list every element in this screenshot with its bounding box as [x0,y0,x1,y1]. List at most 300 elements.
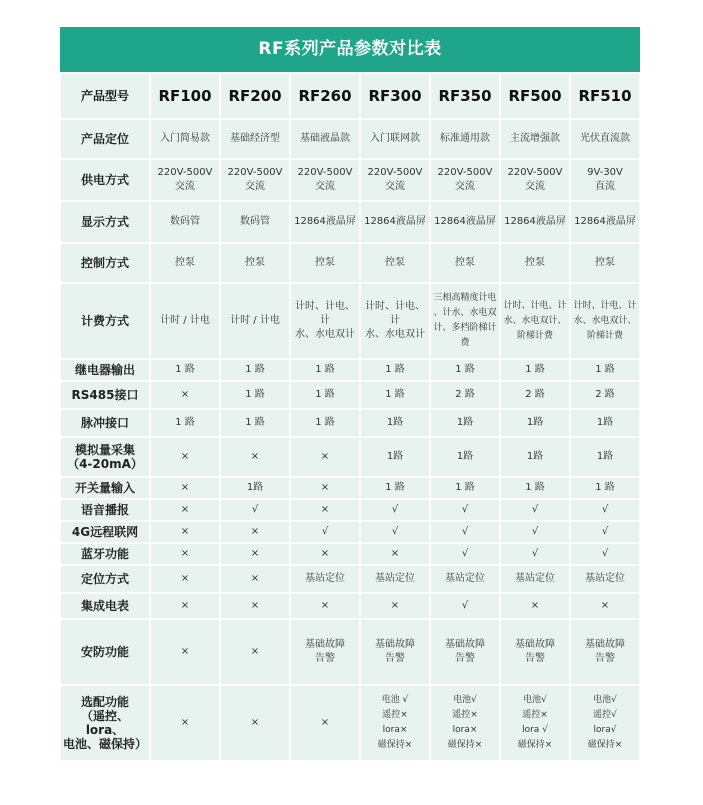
table-cell [361,284,429,358]
cell-value: × [250,451,260,462]
table-cell [571,478,639,498]
table-cell [431,120,499,158]
cell-value: 12864液晶屏 [364,216,426,227]
model-header: RF200 [221,74,289,118]
model-header: RF510 [571,74,639,118]
table-cell [151,544,219,564]
table-cell [291,438,359,476]
cell-value: × [180,600,190,611]
cell-value: 220V-500V 交流 [507,167,563,192]
cell-value: 基础液晶款 [300,133,350,144]
cell-value: × [390,548,400,559]
row-label-text: 开关量输入 [74,481,135,495]
cell-value: 控泵 [455,257,475,268]
cell-value: 电池 √ 遥控× lora× 磁保持× [377,695,413,750]
cell-value: 基站定位 [305,573,345,584]
header-row [61,74,639,118]
cell-value: 12864液晶屏 [574,216,636,227]
table-cell [221,160,289,200]
cell-value: 1 路 [175,417,195,428]
table-row [61,360,639,380]
cell-value: 基础故障 告警 [445,639,485,664]
table-cell [221,500,289,520]
cell-value: 12864液晶屏 [434,216,496,227]
table-row [61,500,639,520]
cell-value: √ [531,526,539,537]
table-cell [151,120,219,158]
model-header: RF260 [291,74,359,118]
header-label: 产品型号 [61,74,149,118]
model-header: RF100 [151,74,219,118]
cell-value: 计时、计电、计 水、水电双计 [365,301,425,340]
cell-value: 控泵 [175,257,195,268]
table-cell [361,410,429,436]
cell-value: 1路 [246,482,264,493]
table-cell [221,620,289,684]
cell-value: 计时 / 计电 [160,315,210,326]
cell-value: √ [391,526,399,537]
cell-value: √ [601,548,609,559]
cell-value: 计时、计电、计 水、水电双计 [295,301,355,340]
row-label [61,500,149,520]
row-label-text: 语音播报 [80,503,129,517]
row-label [61,522,149,542]
table-cell [431,500,499,520]
table-cell [431,438,499,476]
row-label-text: 计费方式 [80,314,129,328]
cell-value: 标准通用款 [440,133,490,144]
table-cell [501,522,569,542]
cell-value: × [390,600,400,611]
row-label-text: 4G远程联网 [71,525,139,539]
table-cell [221,284,289,358]
table-cell [501,410,569,436]
table-cell [151,360,219,380]
table-cell [501,382,569,408]
cell-value: 1路 [596,451,614,462]
cell-value: × [180,389,190,400]
cell-value: 入门简易款 [160,133,210,144]
cell-value: 12864液晶屏 [504,216,566,227]
row-label-text: 集成电表 [80,599,129,613]
table-cell [291,382,359,408]
table-cell [361,202,429,242]
cell-value: 1 路 [385,482,405,493]
cell-value: × [180,646,190,657]
table-row [61,410,639,436]
cell-value: 1路 [526,451,544,462]
row-label [61,160,149,200]
table-cell [571,202,639,242]
table-row [61,438,639,476]
table-cell [221,202,289,242]
table-cell [151,478,219,498]
table-cell [571,360,639,380]
table-cell [431,566,499,592]
cell-value: 1 路 [525,482,545,493]
table-cell [361,438,429,476]
table-cell [151,284,219,358]
row-label [61,382,149,408]
cell-value: 基站定位 [515,573,555,584]
table-cell [221,120,289,158]
cell-value: 基础故障 告警 [305,639,345,664]
table-cell [151,382,219,408]
cell-value: 基础故障 告警 [515,639,555,664]
table-title: RF系列产品参数对比表 [60,27,640,72]
cell-value: 1 路 [315,364,335,375]
table-row [61,202,639,242]
row-label-text: RS485接口 [71,388,139,402]
table-cell [151,566,219,592]
cell-value: √ [461,600,469,611]
cell-value: 1 路 [525,364,545,375]
cell-value: 三相高精度计电 、计水、水电双 计、多档阶梯计 费 [433,293,497,348]
cell-value: √ [461,504,469,515]
row-label-text: 控制方式 [80,256,129,270]
table-cell [221,410,289,436]
row-label-text: 显示方式 [80,215,129,229]
cell-value: 1 路 [455,482,475,493]
table-cell [571,620,639,684]
cell-value: 1 路 [385,389,405,400]
comparison-sheet [60,27,640,762]
table-cell [431,382,499,408]
row-label [61,686,149,760]
table-cell [361,544,429,564]
table-cell [291,478,359,498]
cell-value: √ [531,504,539,515]
cell-value: 基础经济型 [230,133,280,144]
cell-value: 1 路 [245,389,265,400]
table-row [61,382,639,408]
table-cell [571,522,639,542]
table-row [61,120,639,158]
table-cell [291,120,359,158]
row-label [61,202,149,242]
table-cell [221,566,289,592]
table-cell [361,478,429,498]
row-label [61,544,149,564]
cell-value: 光伏直流款 [580,133,630,144]
table-cell [501,478,569,498]
table-cell [431,202,499,242]
table-cell [151,594,219,618]
table-cell [291,202,359,242]
cell-value: √ [461,526,469,537]
cell-value: 1路 [526,417,544,428]
table-cell [571,160,639,200]
cell-value: 电池√ 遥控× lora √ 磁保持× [517,695,553,750]
cell-value: 基站定位 [445,573,485,584]
table-cell [361,620,429,684]
cell-value: 1路 [386,417,404,428]
row-label [61,438,149,476]
table-cell [501,620,569,684]
cell-value: × [250,717,260,728]
cell-value: 主流增强款 [510,133,560,144]
table-cell [151,438,219,476]
cell-value: 数码管 [240,216,270,227]
table-cell [291,284,359,358]
cell-value: 基础故障 告警 [375,639,415,664]
cell-value: × [320,482,330,493]
table-row [61,244,639,282]
table-cell [151,410,219,436]
cell-value: 1 路 [245,417,265,428]
table-cell [151,500,219,520]
table-cell [291,160,359,200]
table-cell [361,120,429,158]
table-cell [431,360,499,380]
table-cell [361,244,429,282]
table-cell [221,382,289,408]
table-cell [571,566,639,592]
cell-value: × [600,600,610,611]
table-cell [431,160,499,200]
cell-value: 控泵 [245,257,265,268]
cell-value: × [320,717,330,728]
cell-value: × [320,600,330,611]
cell-value: 控泵 [385,257,405,268]
row-label-text: 继电器输出 [74,363,135,377]
cell-value: × [180,526,190,537]
cell-value: 9V-30V 直流 [587,167,623,192]
cell-value: 1路 [596,417,614,428]
row-label [61,360,149,380]
cell-value: 计时、计电、计 水、水电双计、 阶梯计费 [573,300,637,341]
table-cell [501,160,569,200]
cell-value: 1 路 [245,364,265,375]
cell-value: × [530,600,540,611]
table-cell [571,686,639,760]
table-cell [291,686,359,760]
cell-value: 1 路 [315,389,335,400]
table-cell [501,202,569,242]
table-cell [151,202,219,242]
cell-value: 1路 [456,417,474,428]
table-row [61,478,639,498]
table-cell [431,284,499,358]
table-cell [571,438,639,476]
cell-value: 电池√ 遥控√ lora√ 磁保持× [587,695,623,750]
model-header: RF500 [501,74,569,118]
cell-value: 控泵 [595,257,615,268]
cell-value: 12864液晶屏 [294,216,356,227]
row-label-text: 选配功能 （遥控、lora、 电池、磁保持） [63,695,148,751]
table-row [61,160,639,200]
table-cell [361,360,429,380]
table-cell [431,544,499,564]
cell-value: √ [461,548,469,559]
cell-value: 220V-500V 交流 [227,167,283,192]
cell-value: √ [251,504,259,515]
row-label [61,410,149,436]
cell-value: × [180,451,190,462]
table-cell [221,360,289,380]
table-row [61,522,639,542]
table-cell [361,522,429,542]
table-cell [431,478,499,498]
model-header: RF350 [431,74,499,118]
table-cell [151,522,219,542]
table-cell [221,522,289,542]
table-cell [571,544,639,564]
table-cell [221,478,289,498]
table-row [61,284,639,358]
row-label [61,284,149,358]
table-cell [221,244,289,282]
cell-value: 2 路 [595,389,615,400]
cell-value: × [250,646,260,657]
cell-value: 1路 [456,451,474,462]
table-cell [501,360,569,380]
row-label [61,478,149,498]
table-cell [571,120,639,158]
table-cell [361,594,429,618]
table-cell [361,566,429,592]
table-cell [151,686,219,760]
cell-value: × [250,600,260,611]
table-cell [431,620,499,684]
row-label-text: 脉冲接口 [80,416,129,430]
cell-value: 计时 / 计电 [230,315,280,326]
row-label [61,620,149,684]
table-cell [151,160,219,200]
table-cell [431,522,499,542]
cell-value: × [180,482,190,493]
row-label [61,594,149,618]
cell-value: 数码管 [170,216,200,227]
cell-value: 控泵 [315,257,335,268]
table-cell [291,594,359,618]
cell-value: 计时、计电、计 水、水电双计、 阶梯计费 [503,300,567,341]
cell-value: 1 路 [315,417,335,428]
cell-value: 1 路 [175,364,195,375]
row-label-text: 供电方式 [80,173,129,187]
cell-value: √ [531,548,539,559]
table-cell [291,522,359,542]
table-cell [291,620,359,684]
cell-value: 220V-500V 交流 [157,167,213,192]
row-label [61,120,149,158]
table-cell [501,566,569,592]
cell-value: × [320,451,330,462]
table-cell [501,284,569,358]
comparison-table [59,72,641,762]
cell-value: 1路 [386,451,404,462]
cell-value: 控泵 [525,257,545,268]
cell-value: 1 路 [385,364,405,375]
table-cell [151,244,219,282]
cell-value: √ [601,526,609,537]
table-cell [291,244,359,282]
table-cell [501,244,569,282]
cell-value: × [180,548,190,559]
table-cell [571,500,639,520]
table-cell [501,120,569,158]
cell-value: 电池√ 遥控× lora× 磁保持× [447,695,483,750]
table-cell [291,544,359,564]
row-label-text: 模拟量采集 （4-20mA） [67,443,143,471]
table-cell [221,594,289,618]
cell-value: 220V-500V 交流 [437,167,493,192]
cell-value: 基础故障 告警 [585,639,625,664]
table-cell [501,544,569,564]
cell-value: × [250,526,260,537]
model-header: RF300 [361,74,429,118]
table-cell [431,686,499,760]
row-label-text: 安防功能 [80,645,129,659]
table-cell [151,620,219,684]
table-cell [291,360,359,380]
cell-value: 1 路 [595,482,615,493]
cell-value: 2 路 [455,389,475,400]
cell-value: 基站定位 [585,573,625,584]
cell-value: × [250,573,260,584]
table-cell [291,566,359,592]
table-cell [501,594,569,618]
table-cell [431,594,499,618]
cell-value: √ [321,526,329,537]
cell-value: × [180,573,190,584]
table-cell [221,544,289,564]
table-cell [361,382,429,408]
table-cell [571,410,639,436]
row-label-text: 产品定位 [80,132,129,146]
table-cell [221,686,289,760]
table-row [61,594,639,618]
table-cell [501,500,569,520]
cell-value: √ [391,504,399,515]
table-cell [361,686,429,760]
table-row [61,620,639,684]
table-cell [571,244,639,282]
cell-value: × [320,548,330,559]
cell-value: 220V-500V 交流 [367,167,423,192]
cell-value: 2 路 [525,389,545,400]
table-row [61,566,639,592]
cell-value: √ [601,504,609,515]
table-cell [361,160,429,200]
row-label [61,244,149,282]
row-label [61,566,149,592]
table-cell [501,686,569,760]
table-cell [431,244,499,282]
table-cell [431,410,499,436]
cell-value: 1 路 [595,364,615,375]
table-cell [221,438,289,476]
table-cell [571,382,639,408]
table-cell [291,410,359,436]
table-row [61,686,639,760]
cell-value: 220V-500V 交流 [297,167,353,192]
cell-value: × [250,548,260,559]
cell-value: × [320,504,330,515]
cell-value: 基站定位 [375,573,415,584]
table-row [61,544,639,564]
cell-value: 入门联网款 [370,133,420,144]
table-cell [501,438,569,476]
table-cell [361,500,429,520]
table-cell [291,500,359,520]
table-cell [571,594,639,618]
row-label-text: 定位方式 [80,572,129,586]
cell-value: 1 路 [455,364,475,375]
row-label-text: 蓝牙功能 [80,547,129,561]
table-cell [571,284,639,358]
cell-value: × [180,504,190,515]
